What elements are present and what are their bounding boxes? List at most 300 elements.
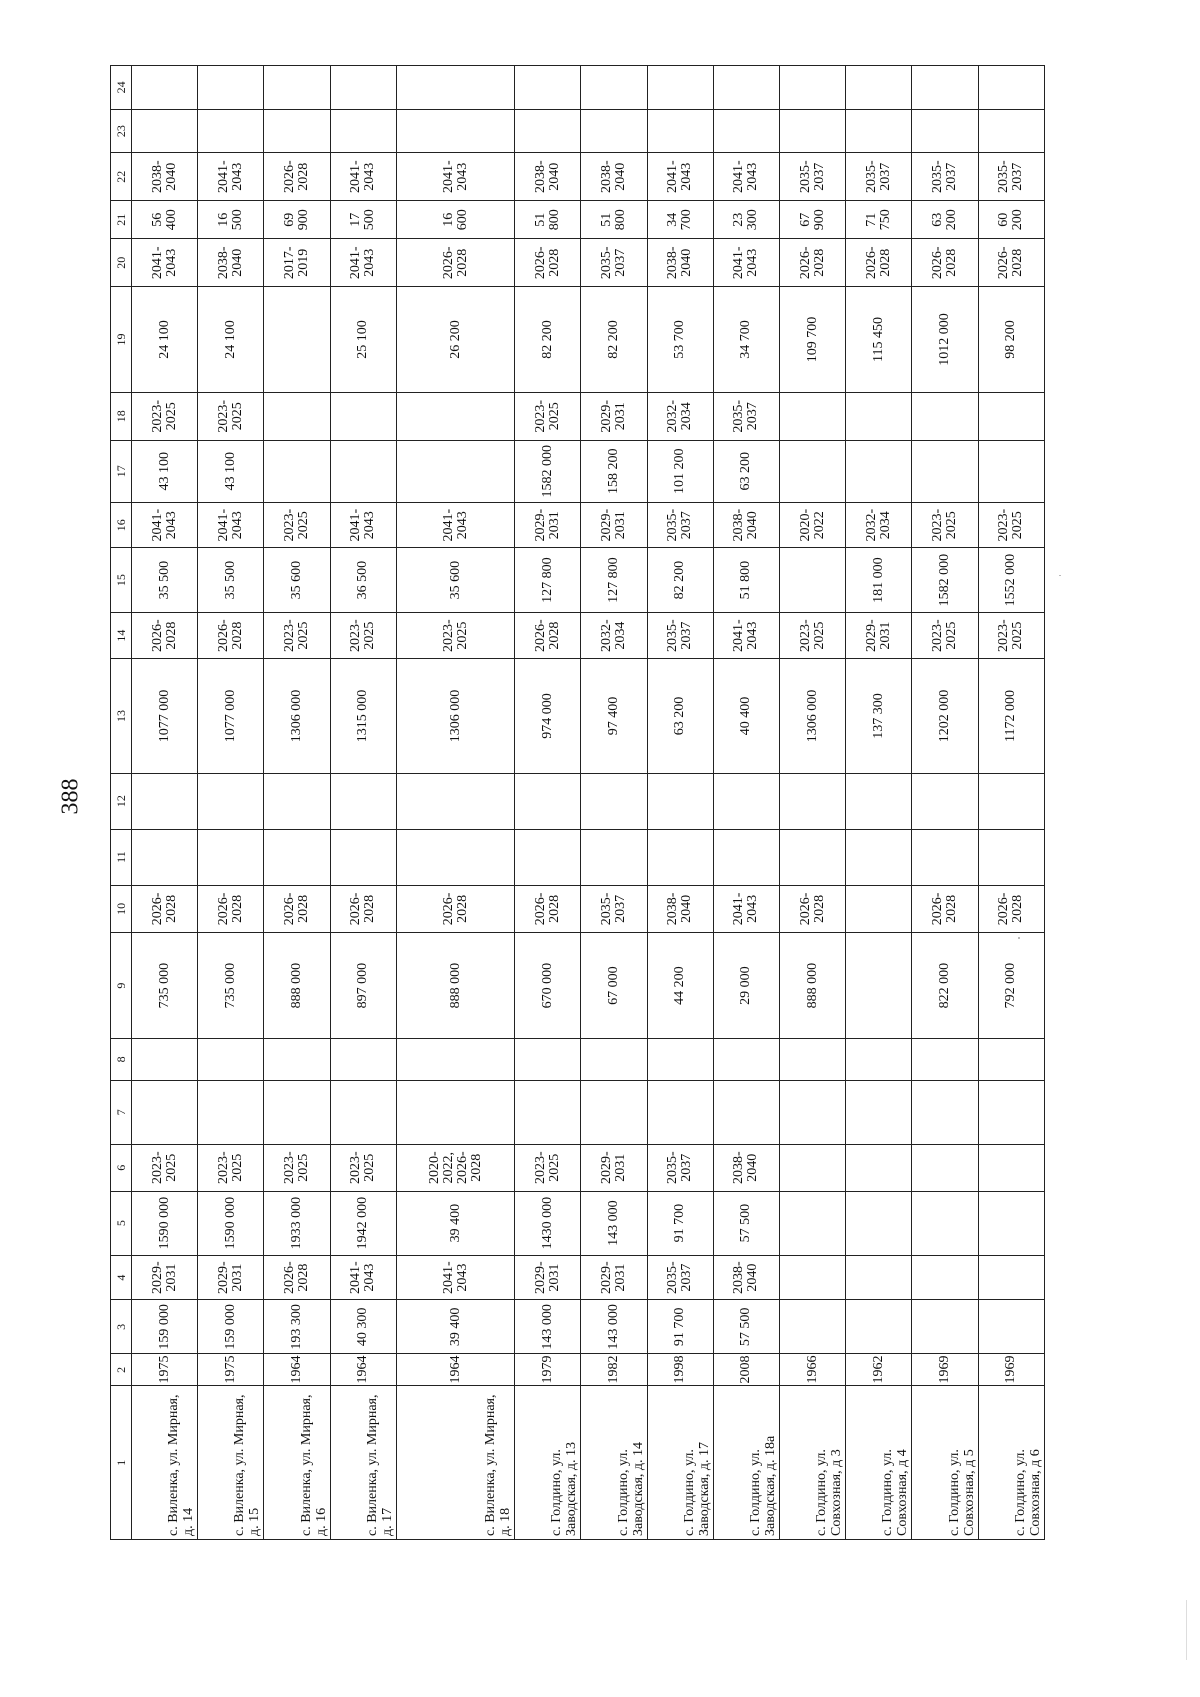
column-number-6: 6 — [111, 1144, 132, 1191]
value-cell-col-2: 1982 — [581, 1354, 647, 1386]
address-cell: с. Виленка, ул. Мирная, д. 17 — [330, 1386, 396, 1540]
value-cell-col-8 — [330, 1039, 396, 1080]
table-row — [713, 66, 779, 1540]
value-cell-col-24 — [581, 66, 647, 110]
value-cell-col-19: 1012 000 — [912, 287, 978, 393]
column-number-19: 19 — [111, 287, 132, 393]
value-cell-col-14: 2023- 2025 — [780, 612, 846, 659]
value-cell-col-23 — [647, 109, 713, 153]
value-cell-col-18: 2023- 2025 — [515, 392, 581, 440]
value-cell-col-8 — [198, 1039, 264, 1080]
value-cell-col-19: 115 450 — [846, 287, 912, 393]
value-cell-col-15: 1552 000 — [978, 548, 1044, 612]
value-cell-col-9: 888 000 — [264, 933, 330, 1039]
scan-speck — [1018, 937, 1020, 939]
table-row — [132, 66, 198, 1540]
value-cell-col-2: 1998 — [647, 1354, 713, 1386]
value-cell-col-4: 2041- 2043 — [330, 1255, 396, 1300]
address-cell: с. Голдино, ул. Совхозная, д 6 — [978, 1386, 1044, 1540]
value-cell-col-12 — [581, 773, 647, 829]
value-cell-col-22: 2038- 2040 — [515, 153, 581, 201]
value-cell-col-21: 23 300 — [713, 201, 779, 239]
value-cell-col-21: 34 700 — [647, 201, 713, 239]
value-cell-col-21: 16 600 — [396, 201, 514, 239]
value-cell-col-15: 35 500 — [132, 548, 198, 612]
value-cell-col-16: 2041- 2043 — [330, 502, 396, 548]
value-cell-col-16: 2023- 2025 — [978, 502, 1044, 548]
value-cell-col-21: 71 750 — [846, 201, 912, 239]
value-cell-col-4: 2035- 2037 — [647, 1255, 713, 1300]
value-cell-col-5: 1430 000 — [515, 1191, 581, 1255]
page-number — [46, 766, 96, 826]
value-cell-col-11 — [912, 829, 978, 885]
value-cell-col-18: 2029- 2031 — [581, 392, 647, 440]
value-cell-col-13: 1077 000 — [132, 659, 198, 773]
value-cell-col-24 — [846, 66, 912, 110]
column-number-12: 12 — [111, 773, 132, 829]
value-cell-col-18: 2035- 2037 — [713, 392, 779, 440]
value-cell-col-22: 2035- 2037 — [846, 153, 912, 201]
value-cell-col-11 — [198, 829, 264, 885]
value-cell-col-20: 2017- 2019 — [264, 239, 330, 287]
value-cell-col-21: 60 200 — [978, 201, 1044, 239]
value-cell-col-22: 2038- 2040 — [581, 153, 647, 201]
value-cell-col-21: 63 200 — [912, 201, 978, 239]
value-cell-col-2: 1964 — [396, 1354, 514, 1386]
value-cell-col-15: 36 500 — [330, 548, 396, 612]
value-cell-col-19: 24 100 — [132, 287, 198, 393]
value-cell-col-11 — [132, 829, 198, 885]
value-cell-col-16: 2029- 2031 — [515, 502, 581, 548]
value-cell-col-24 — [713, 66, 779, 110]
value-cell-col-11 — [396, 829, 514, 885]
value-cell-col-8 — [264, 1039, 330, 1080]
value-cell-col-3 — [912, 1300, 978, 1354]
table-row — [198, 66, 264, 1540]
value-cell-col-21: 56 400 — [132, 201, 198, 239]
value-cell-col-13: 63 200 — [647, 659, 713, 773]
value-cell-col-7 — [780, 1080, 846, 1144]
value-cell-col-12 — [912, 773, 978, 829]
value-cell-col-17: 1582 000 — [515, 440, 581, 502]
value-cell-col-20: 2026- 2028 — [978, 239, 1044, 287]
value-cell-col-12 — [713, 773, 779, 829]
value-cell-col-15: 181 000 — [846, 548, 912, 612]
value-cell-col-3: 57 500 — [713, 1300, 779, 1354]
value-cell-col-7 — [713, 1080, 779, 1144]
address-cell: с. Виленка, ул. Мирная, д. 16 — [264, 1386, 330, 1540]
value-cell-col-8 — [581, 1039, 647, 1080]
value-cell-col-20: 2026- 2028 — [396, 239, 514, 287]
value-cell-col-4: 2038- 2040 — [713, 1255, 779, 1300]
value-cell-col-2: 1979 — [515, 1354, 581, 1386]
value-cell-col-10: 2026- 2028 — [515, 885, 581, 933]
value-cell-col-24 — [647, 66, 713, 110]
value-cell-col-8 — [132, 1039, 198, 1080]
value-cell-col-24 — [264, 66, 330, 110]
value-cell-col-22: 2041- 2043 — [396, 153, 514, 201]
value-cell-col-12 — [846, 773, 912, 829]
value-cell-col-13: 1306 000 — [780, 659, 846, 773]
column-number-3: 3 — [111, 1300, 132, 1354]
value-cell-col-17: 63 200 — [713, 440, 779, 502]
value-cell-col-14: 2026- 2028 — [132, 612, 198, 659]
value-cell-col-7 — [581, 1080, 647, 1144]
column-number-10: 10 — [111, 885, 132, 933]
value-cell-col-5: 57 500 — [713, 1191, 779, 1255]
value-cell-col-3: 40 300 — [330, 1300, 396, 1354]
column-number-18: 18 — [111, 392, 132, 440]
value-cell-col-21: 67 900 — [780, 201, 846, 239]
address-cell: с. Голдино, ул. Заводская, д. 13 — [515, 1386, 581, 1540]
value-cell-col-22: 2041- 2043 — [330, 153, 396, 201]
value-cell-col-10: 2038- 2040 — [647, 885, 713, 933]
value-cell-col-6: 2023- 2025 — [515, 1144, 581, 1191]
value-cell-col-13: 1172 000 — [978, 659, 1044, 773]
table-row — [330, 66, 396, 1540]
value-cell-col-22: 2041- 2043 — [198, 153, 264, 201]
rotated-table-wrapper — [110, 65, 1045, 1540]
value-cell-col-3 — [846, 1300, 912, 1354]
column-number-1: 1 — [111, 1386, 132, 1540]
table-row — [846, 66, 912, 1540]
value-cell-col-6: 2020- 2022, 2026- 2028 — [396, 1144, 514, 1191]
table-row — [978, 66, 1044, 1540]
value-cell-col-18: 2032- 2034 — [647, 392, 713, 440]
value-cell-col-17 — [912, 440, 978, 502]
value-cell-col-17: 43 100 — [132, 440, 198, 502]
value-cell-col-5 — [978, 1191, 1044, 1255]
value-cell-col-7 — [912, 1080, 978, 1144]
value-cell-col-18 — [780, 392, 846, 440]
value-cell-col-17: 101 200 — [647, 440, 713, 502]
value-cell-col-18: 2023- 2025 — [132, 392, 198, 440]
value-cell-col-6 — [912, 1144, 978, 1191]
value-cell-col-13: 40 400 — [713, 659, 779, 773]
address-cell: с. Голдино, ул. Совхозная, д 5 — [912, 1386, 978, 1540]
value-cell-col-8 — [978, 1039, 1044, 1080]
value-cell-col-17: 158 200 — [581, 440, 647, 502]
value-cell-col-22: 2038- 2040 — [132, 153, 198, 201]
value-cell-col-19: 98 200 — [978, 287, 1044, 393]
value-cell-col-6 — [978, 1144, 1044, 1191]
value-cell-col-6: 2023- 2025 — [264, 1144, 330, 1191]
value-cell-col-20: 2026- 2028 — [780, 239, 846, 287]
value-cell-col-7 — [264, 1080, 330, 1144]
value-cell-col-20: 2041- 2043 — [132, 239, 198, 287]
value-cell-col-21: 51 800 — [515, 201, 581, 239]
value-cell-col-15: 51 800 — [713, 548, 779, 612]
table-row — [581, 66, 647, 1540]
value-cell-col-20: 2026- 2028 — [515, 239, 581, 287]
value-cell-col-18 — [912, 392, 978, 440]
column-number-4: 4 — [111, 1255, 132, 1300]
value-cell-col-10: 2026- 2028 — [330, 885, 396, 933]
value-cell-col-3: 143 000 — [581, 1300, 647, 1354]
value-cell-col-3: 39 400 — [396, 1300, 514, 1354]
value-cell-col-8 — [846, 1039, 912, 1080]
value-cell-col-20: 2026- 2028 — [912, 239, 978, 287]
value-cell-col-19: 24 100 — [198, 287, 264, 393]
value-cell-col-6: 2038- 2040 — [713, 1144, 779, 1191]
table-row — [264, 66, 330, 1540]
value-cell-col-22: 2041- 2043 — [713, 153, 779, 201]
value-cell-col-10: 2026- 2028 — [132, 885, 198, 933]
address-cell: с. Голдино, ул. Заводская, д. 17 — [647, 1386, 713, 1540]
value-cell-col-20: 2041- 2043 — [330, 239, 396, 287]
column-number-row — [111, 66, 132, 1540]
value-cell-col-17: 43 100 — [198, 440, 264, 502]
table-row — [396, 66, 514, 1540]
value-cell-col-23 — [978, 109, 1044, 153]
value-cell-col-14: 2023- 2025 — [978, 612, 1044, 659]
value-cell-col-16: 2035- 2037 — [647, 502, 713, 548]
page-number-text: 388 — [57, 778, 84, 814]
value-cell-col-5: 143 000 — [581, 1191, 647, 1255]
value-cell-col-19: 53 700 — [647, 287, 713, 393]
value-cell-col-7 — [846, 1080, 912, 1144]
value-cell-col-19 — [264, 287, 330, 393]
value-cell-col-2: 1969 — [978, 1354, 1044, 1386]
value-cell-col-19: 26 200 — [396, 287, 514, 393]
value-cell-col-4: 2029- 2031 — [515, 1255, 581, 1300]
value-cell-col-12 — [515, 773, 581, 829]
value-cell-col-2: 1969 — [912, 1354, 978, 1386]
value-cell-col-2: 1966 — [780, 1354, 846, 1386]
value-cell-col-10 — [846, 885, 912, 933]
value-cell-col-6: 2029- 2031 — [581, 1144, 647, 1191]
value-cell-col-14: 2023- 2025 — [912, 612, 978, 659]
value-cell-col-15: 35 600 — [396, 548, 514, 612]
value-cell-col-6: 2023- 2025 — [132, 1144, 198, 1191]
column-number-16: 16 — [111, 502, 132, 548]
value-cell-col-7 — [978, 1080, 1044, 1144]
value-cell-col-18 — [978, 392, 1044, 440]
value-cell-col-5: 1933 000 — [264, 1191, 330, 1255]
address-cell: с. Виленка, ул. Мирная, д. 14 — [132, 1386, 198, 1540]
repair-schedule-table — [110, 65, 1045, 1540]
value-cell-col-10: 2026- 2028 — [780, 885, 846, 933]
value-cell-col-4: 2026- 2028 — [264, 1255, 330, 1300]
value-cell-col-15: 1582 000 — [912, 548, 978, 612]
value-cell-col-13: 974 000 — [515, 659, 581, 773]
value-cell-col-11 — [330, 829, 396, 885]
value-cell-col-9 — [846, 933, 912, 1039]
value-cell-col-24 — [198, 66, 264, 110]
value-cell-col-22: 2035- 2037 — [780, 153, 846, 201]
value-cell-col-7 — [330, 1080, 396, 1144]
value-cell-col-23 — [780, 109, 846, 153]
value-cell-col-2: 1975 — [132, 1354, 198, 1386]
value-cell-col-14: 2041- 2043 — [713, 612, 779, 659]
value-cell-col-2: 1962 — [846, 1354, 912, 1386]
address-cell: с. Голдино, ул. Совхозная, д 4 — [846, 1386, 912, 1540]
value-cell-col-8 — [396, 1039, 514, 1080]
value-cell-col-6: 2023- 2025 — [198, 1144, 264, 1191]
value-cell-col-16: 2023- 2025 — [912, 502, 978, 548]
value-cell-col-18 — [330, 392, 396, 440]
value-cell-col-11 — [978, 829, 1044, 885]
value-cell-col-18: 2023- 2025 — [198, 392, 264, 440]
value-cell-col-22: 2035- 2037 — [978, 153, 1044, 201]
value-cell-col-10: 2026- 2028 — [264, 885, 330, 933]
value-cell-col-3: 159 000 — [198, 1300, 264, 1354]
value-cell-col-12 — [396, 773, 514, 829]
value-cell-col-23 — [396, 109, 514, 153]
value-cell-col-5: 1590 000 — [198, 1191, 264, 1255]
value-cell-col-5: 39 400 — [396, 1191, 514, 1255]
value-cell-col-19: 82 200 — [515, 287, 581, 393]
value-cell-col-8 — [713, 1039, 779, 1080]
address-cell: с. Виленка, ул. Мирная, д. 18 — [396, 1386, 514, 1540]
value-cell-col-20: 2035- 2037 — [581, 239, 647, 287]
value-cell-col-24 — [515, 66, 581, 110]
value-cell-col-22: 2041- 2043 — [647, 153, 713, 201]
value-cell-col-9: 67 000 — [581, 933, 647, 1039]
value-cell-col-4: 2029- 2031 — [581, 1255, 647, 1300]
value-cell-col-20: 2041- 2043 — [713, 239, 779, 287]
value-cell-col-8 — [515, 1039, 581, 1080]
column-number-21: 21 — [111, 201, 132, 239]
address-cell: с. Голдино, ул. Заводская, д. 14 — [581, 1386, 647, 1540]
value-cell-col-17 — [780, 440, 846, 502]
value-cell-col-16: 2041- 2043 — [396, 502, 514, 548]
value-cell-col-8 — [647, 1039, 713, 1080]
value-cell-col-17 — [396, 440, 514, 502]
value-cell-col-24 — [978, 66, 1044, 110]
scan-edge-mark — [1186, 1600, 1187, 1660]
value-cell-col-11 — [264, 829, 330, 885]
value-cell-col-9: 888 000 — [396, 933, 514, 1039]
value-cell-col-21: 17 500 — [330, 201, 396, 239]
value-cell-col-11 — [581, 829, 647, 885]
value-cell-col-14: 2026- 2028 — [198, 612, 264, 659]
value-cell-col-6: 2023- 2025 — [330, 1144, 396, 1191]
column-number-15: 15 — [111, 548, 132, 612]
value-cell-col-9: 735 000 — [198, 933, 264, 1039]
value-cell-col-7 — [515, 1080, 581, 1144]
value-cell-col-16: 2041- 2043 — [198, 502, 264, 548]
value-cell-col-3: 159 000 — [132, 1300, 198, 1354]
value-cell-col-19: 82 200 — [581, 287, 647, 393]
column-number-9: 9 — [111, 933, 132, 1039]
address-cell: с. Голдино, ул. Заводская, д. 18а — [713, 1386, 779, 1540]
value-cell-col-13: 1202 000 — [912, 659, 978, 773]
value-cell-col-23 — [515, 109, 581, 153]
value-cell-col-19: 109 700 — [780, 287, 846, 393]
value-cell-col-21: 51 800 — [581, 201, 647, 239]
value-cell-col-20: 2026- 2028 — [846, 239, 912, 287]
value-cell-col-3: 91 700 — [647, 1300, 713, 1354]
value-cell-col-5 — [846, 1191, 912, 1255]
column-number-8: 8 — [111, 1039, 132, 1080]
value-cell-col-2: 1964 — [264, 1354, 330, 1386]
column-number-13: 13 — [111, 659, 132, 773]
value-cell-col-4: 2041- 2043 — [396, 1255, 514, 1300]
column-number-17: 17 — [111, 440, 132, 502]
table-row — [912, 66, 978, 1540]
table-row — [515, 66, 581, 1540]
value-cell-col-23 — [330, 109, 396, 153]
value-cell-col-12 — [647, 773, 713, 829]
value-cell-col-15: 127 800 — [515, 548, 581, 612]
value-cell-col-3 — [978, 1300, 1044, 1354]
value-cell-col-19: 25 100 — [330, 287, 396, 393]
value-cell-col-7 — [647, 1080, 713, 1144]
value-cell-col-16: 2038- 2040 — [713, 502, 779, 548]
value-cell-col-4: 2029- 2031 — [132, 1255, 198, 1300]
value-cell-col-13: 1306 000 — [264, 659, 330, 773]
value-cell-col-23 — [132, 109, 198, 153]
value-cell-col-2: 2008 — [713, 1354, 779, 1386]
table-body — [111, 66, 1045, 1540]
value-cell-col-10: 2026- 2028 — [198, 885, 264, 933]
value-cell-col-10: 2026- 2028 — [978, 885, 1044, 933]
value-cell-col-12 — [264, 773, 330, 829]
value-cell-col-7 — [198, 1080, 264, 1144]
value-cell-col-23 — [846, 109, 912, 153]
value-cell-col-15: 127 800 — [581, 548, 647, 612]
column-number-2: 2 — [111, 1354, 132, 1386]
value-cell-col-17 — [330, 440, 396, 502]
value-cell-col-9: 888 000 — [780, 933, 846, 1039]
value-cell-col-4 — [912, 1255, 978, 1300]
value-cell-col-3: 193 300 — [264, 1300, 330, 1354]
value-cell-col-23 — [198, 109, 264, 153]
column-number-20: 20 — [111, 239, 132, 287]
value-cell-col-10: 2041- 2043 — [713, 885, 779, 933]
value-cell-col-9: 735 000 — [132, 933, 198, 1039]
value-cell-col-15: 35 500 — [198, 548, 264, 612]
value-cell-col-12 — [132, 773, 198, 829]
value-cell-col-14: 2029- 2031 — [846, 612, 912, 659]
value-cell-col-16: 2020- 2022 — [780, 502, 846, 548]
value-cell-col-6 — [846, 1144, 912, 1191]
value-cell-col-16: 2029- 2031 — [581, 502, 647, 548]
value-cell-col-24 — [912, 66, 978, 110]
value-cell-col-9: 29 000 — [713, 933, 779, 1039]
value-cell-col-23 — [713, 109, 779, 153]
value-cell-col-15: 35 600 — [264, 548, 330, 612]
value-cell-col-6: 2035- 2037 — [647, 1144, 713, 1191]
column-number-7: 7 — [111, 1080, 132, 1144]
value-cell-col-24 — [132, 66, 198, 110]
value-cell-col-14: 2032- 2034 — [581, 612, 647, 659]
value-cell-col-5: 91 700 — [647, 1191, 713, 1255]
column-number-14: 14 — [111, 612, 132, 659]
value-cell-col-22: 2035- 2037 — [912, 153, 978, 201]
value-cell-col-13: 1306 000 — [396, 659, 514, 773]
value-cell-col-3 — [780, 1300, 846, 1354]
value-cell-col-24 — [396, 66, 514, 110]
value-cell-col-2: 1975 — [198, 1354, 264, 1386]
value-cell-col-14: 2026- 2028 — [515, 612, 581, 659]
value-cell-col-9: 822 000 — [912, 933, 978, 1039]
value-cell-col-11 — [780, 829, 846, 885]
value-cell-col-12 — [780, 773, 846, 829]
value-cell-col-13: 137 300 — [846, 659, 912, 773]
value-cell-col-21: 16 500 — [198, 201, 264, 239]
value-cell-col-16: 2032- 2034 — [846, 502, 912, 548]
value-cell-col-10: 2035- 2037 — [581, 885, 647, 933]
value-cell-col-10: 2026- 2028 — [396, 885, 514, 933]
table-row — [780, 66, 846, 1540]
value-cell-col-18 — [396, 392, 514, 440]
value-cell-col-5 — [912, 1191, 978, 1255]
value-cell-col-8 — [780, 1039, 846, 1080]
value-cell-col-2: 1964 — [330, 1354, 396, 1386]
value-cell-col-15: 82 200 — [647, 548, 713, 612]
